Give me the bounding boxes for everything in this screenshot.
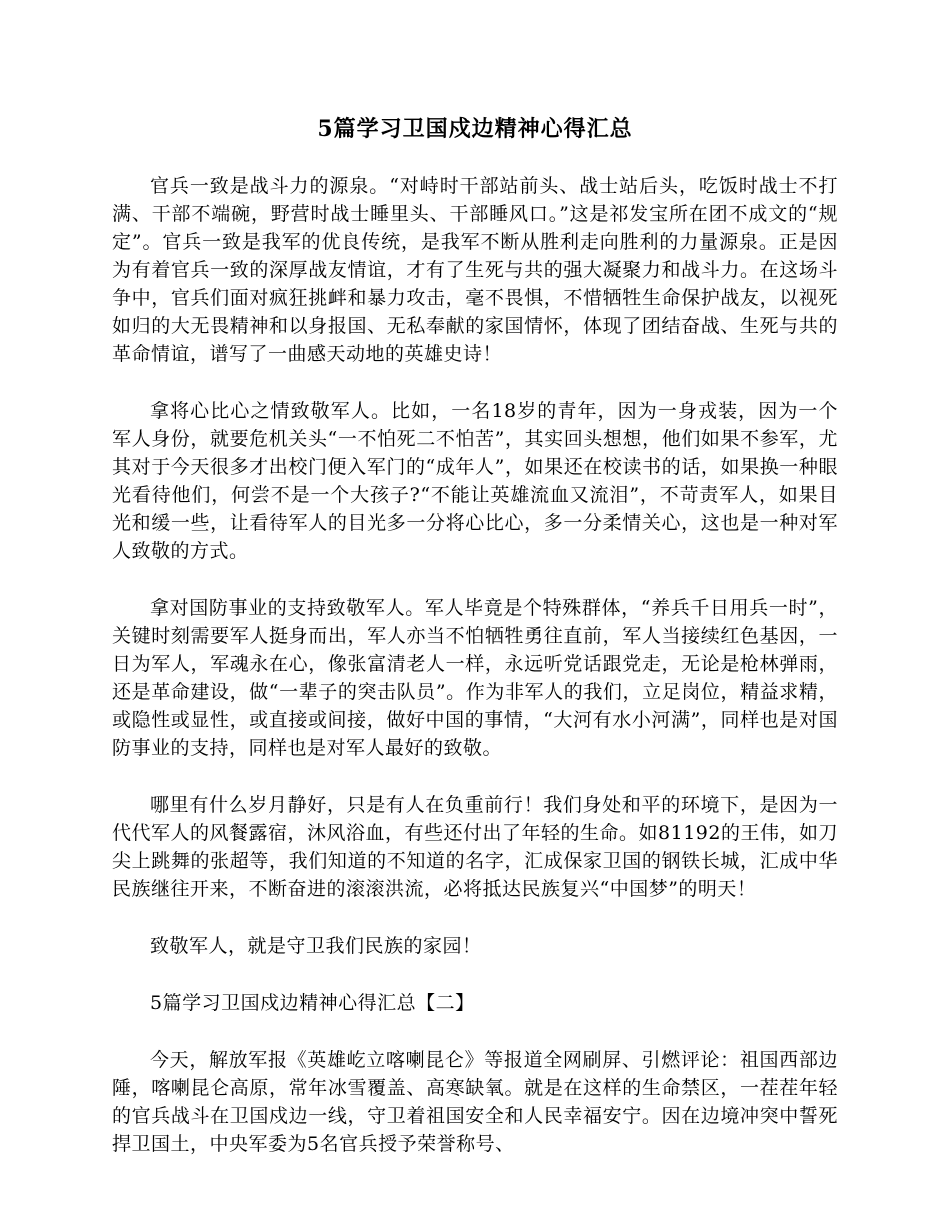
paragraph-salute-soldiers: 致敬军人，就是守卫我们民族的家园！ bbox=[150, 935, 482, 957]
paragraph-officers-soldiers-unity: 官兵一致是战斗力的源泉。“对峙时干部站前头、战士站后头，吃饭时战士不打满、干部不端碗，野营时战士睡里头、干部睡风口。”这是祁发宝所在团不成文的“规定”。官兵一致是我军的优良传统，是我军不断从胜利走向胜利的力量源泉。正是因为有着官兵一致的深厚战友情谊，才有了生死与共的强大凝聚力和战斗力。在这场斗争中，官兵们面对疯狂挑衅和暴力攻击，毫不畏惧，不惜牺牲生命保护战友，以视死如归的大无畏精神和以身报国、无私奉献的家国情怀，体现了团结奋战、生死与共的革命情谊，谱写了一曲感天动地的英雄史诗！ bbox=[112, 175, 838, 365]
paragraph-heroes-karakoram: 今天，解放军报《英雄屹立喀喇昆仑》等报道全网刷屏、引燃评论：祖国西部边陲，喀喇昆仑高原，常年冰雪覆盖、高寒缺氧。就是在这样的生命禁区，一茬茬年轻的官兵战斗在卫国戍边一线，守卫着祖国安全和人民幸福安宁。因在边境冲突中誓死捍卫国土，中央军委为5名官兵授予荣誉称号、 bbox=[112, 1049, 838, 1155]
document-title: 5篇学习卫国戍边精神心得汇总 bbox=[317, 116, 633, 142]
paragraph-empathy-for-soldiers: 拿将心比心之情致敬军人。比如，一名18岁的青年，因为一身戎装，因为一个军人身份，就要危机关头“一不怕死二不怕苦”，其实回头想想，他们如果不参军，尤其对于今天很多才出校门便入军门的“成年人”，如果还在校读书的话，如果换一种眼光看待他们，何尝不是一个大孩子?“不能让英雄流血又流泪”，不苛责军人，如果目光和缓一些，让看待军人的目光多一分将心比心，多一分柔情关心，这也是一种对军人致敬的方式。 bbox=[112, 400, 838, 562]
section-heading-part-two: 5篇学习卫国戍边精神心得汇总【二】 bbox=[150, 992, 475, 1014]
paragraph-national-defense-support: 拿对国防事业的支持致敬军人。军人毕竟是个特殊群体，“养兵千日用兵一时”，关键时刻需要军人挺身而出，军人亦当不怕牺牲勇往直前，军人当接续红色基因，一日为军人，军魂永在心，像张富清老人一样，永远听党话跟党走，无论是枪林弹雨，还是革命建设，做“一辈子的突击队员”。作为非军人的我们，立足岗位，精益求精，或隐性或显性，或直接或间接，做好中国的事情，“大河有水小河满”，同样也是对国防事业的支持，同样也是对军人最好的致敬。 bbox=[112, 597, 838, 759]
paragraph-carrying-burden: 哪里有什么岁月静好，只是有人在负重前行！我们身处和平的环境下，是因为一代代军人的风餐露宿，沐风浴血，有些还付出了年轻的生命。如81192的王伟，如刀尖上跳舞的张超等，我们知道的不知道的名字，汇成保家卫国的钢铁长城，汇成中华民族继往开来，不断奋进的滚滚洪流，必将抵达民族复兴“中国梦”的明天！ bbox=[112, 794, 838, 900]
